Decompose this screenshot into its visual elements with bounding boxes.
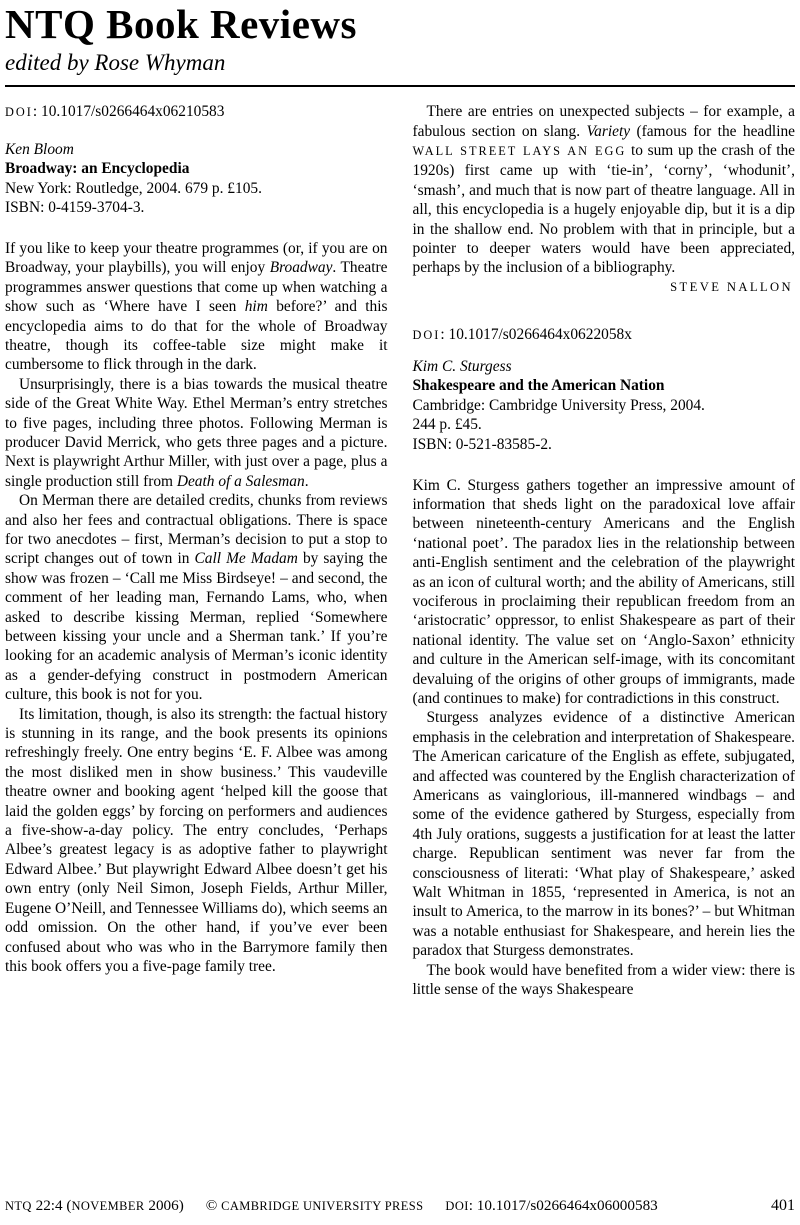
section-editor: edited by Rose Whyman: [5, 50, 226, 76]
review-paragraph: There are entries on unexpected subjects – for example, a fabulous section on slang. Variety (famous for the headline WALL STREET LAYS AN EGG to sum up the crash of the 1920s) first came up with ‘tie-in’, ‘corny’, ‘whodunit’, ‘smash’, and much that is now part of theatre language. All in all, this encyclopedia is a hugely enjoyable dip, but it is a dip in the shallow end. No problem with that in principle, but a pointer to deeper waters would have been appreciated, perhaps by the inclusion of a bibliography.: [412, 103, 796, 277]
book-title: Broadway: an Encyclopedia: [5, 160, 190, 178]
review-paragraph: The book would have benefited from a wider view: there is little sense of the ways Shakespeare: [412, 961, 795, 999]
review-paragraph: Its limitation, though, is also its strength: the factual history is stunning in its range, and the book presents its opinions refreshingly freely. One entry begins ‘E. F. Albee was among the most disliked men in show business.’ This vaudeville theatre owner and booking agent ‘helped kill the goose that laid the golden eggs’ by forcing on performers and audiences a five-show-a-day policy. The entry concludes, ‘Perhaps Albee’s greatest legacy is as adoptive father to playwright Edward Albee.’ But playwright Edward Albee doesn’t get his own entry (only Neil Simon, Joseph Fields, Arthur Miller, Eugene O’Neill, and Tennessee Williams do), which seems an odd omission. On the other hand, if you’ve ever been confused about who was who in the Barrymore family then this book offers you a five-page family tree.: [5, 705, 388, 975]
review-paragraph: If you like to keep your theatre programmes (or, if you are on Broadway, your playbills), you will enjoy Broadway. Theatre programmes answer questions that come up when watching a show such as ‘Where have I seen him before?’ and this encyclopedia aims to do that for the whole of Broadway theatre, though its coffee-table size might make it cumbersome to flick through in the dark.: [5, 239, 388, 374]
two-column-body: [0, 87, 800, 999]
reviewer-signature: STEVE NALLON: [670, 279, 793, 294]
book-title: Shakespeare and the American Nation: [412, 377, 665, 395]
review-paragraph: Sturgess analyzes evidence of a distinctive American emphasis in the celebration and interpretation of Shakespeare. The American caricature of the English as effete, subjugated, and affected was countered by the English characterization of Americans as vainglorious, ill-mannered windbags – and some of the evidence gathered by Sturgess, especially from 4th July orations, suggests a justification for at least the latter charge. Republican sentiment was never far from the consciousness of literati: ‘What play of Shakespeare,’ asked Walt Whitman in 1855, ‘represented in America, is not an insult to America, to the marrow in its bones?’ – but Whitman was a notable enthusiast for Shakespeare, and herein lies the paradox that Sturgess demonstrates.: [412, 709, 795, 960]
footer-copyright: © CAMBRIDGE UNIVERSITY PRESS: [205, 1197, 424, 1214]
review-paragraph: Unsurprisingly, there is a bias towards the musical theatre side of the Great White Way. Ethel Merman’s entry stretches to five pages, including three photos. Following Merman is producer David Merrick, who gets three pages and a picture. Next is playwright Arthur Miller, with just over a page, plus a single production still from Death of a Salesman.: [5, 375, 388, 490]
section-title: NTQ Book Reviews: [5, 1, 357, 47]
book-imprint: New York: Routledge, 2004. 679 p. £105.: [5, 179, 262, 197]
doi-line: DOI: 10.1017/s0266464x0622058x: [412, 326, 632, 344]
book-author: Kim C. Sturgess: [412, 357, 512, 375]
page-number: 401: [771, 1197, 795, 1214]
book-author: Ken Bloom: [5, 140, 74, 158]
book-imprint-line2: 244 p. £45.: [412, 416, 482, 434]
page-footer: [5, 1197, 795, 1215]
footer-journal-info: NTQ 22:4 (NOVEMBER 2006): [5, 1197, 184, 1214]
page-header: [0, 0, 800, 87]
review-paragraph: Kim C. Sturgess gathers together an impressive amount of information that sheds light on the paradoxical love affair between nineteenth-century Americans and the English ‘national poet’. The paradox lies in the relationship between anti-English sentiment and the celebration of the playwright as an icon of cultural worth; and the ability of Americans, still vociferous in proclaiming their republican freedom from an ‘aristocratic’ oppressor, to enlist Shakespeare as part of their national identity. The value set on ‘Anglo-Saxon’ ethnicity and culture in the American self-image, with its concomitant devaluing of the origins of other groups of immigrants, made (and continues to make) for contradictions in this construct.: [412, 476, 795, 707]
book-heading: [5, 140, 388, 218]
left-column: [5, 102, 388, 999]
doi-line: DOI: 10.1017/s0266464x06210583: [5, 103, 225, 121]
footer-imprint: [5, 1197, 658, 1215]
review-paragraph: On Merman there are detailed credits, chunks from reviews and also her fees and contractual obligations. There is space for two anecdotes – first, Merman’s decision to put a stop to script changes out of town in Call Me Madam by saying the show was frozen – ‘Call me Miss Birdseye! – and second, the comment of her leading man, Fernando Lams, who, when asked to describe kissing Merman, replied ‘Somewhere between kissing your uncle and a Sherman tank.’ If you’re looking for an academic analysis of Merman’s iconic identity as a gender-defying construct in postmodern American culture, this book is not for you.: [5, 492, 388, 704]
right-column: [413, 102, 796, 999]
book-heading: [413, 357, 796, 455]
footer-doi: DOI: 10.1017/s0266464x06000583: [445, 1197, 658, 1214]
book-imprint-line1: Cambridge: Cambridge University Press, 2004.: [412, 396, 705, 414]
book-isbn: ISBN: 0-4159-3704-3.: [5, 199, 145, 217]
book-isbn: ISBN: 0-521-83585-2.: [412, 435, 552, 453]
